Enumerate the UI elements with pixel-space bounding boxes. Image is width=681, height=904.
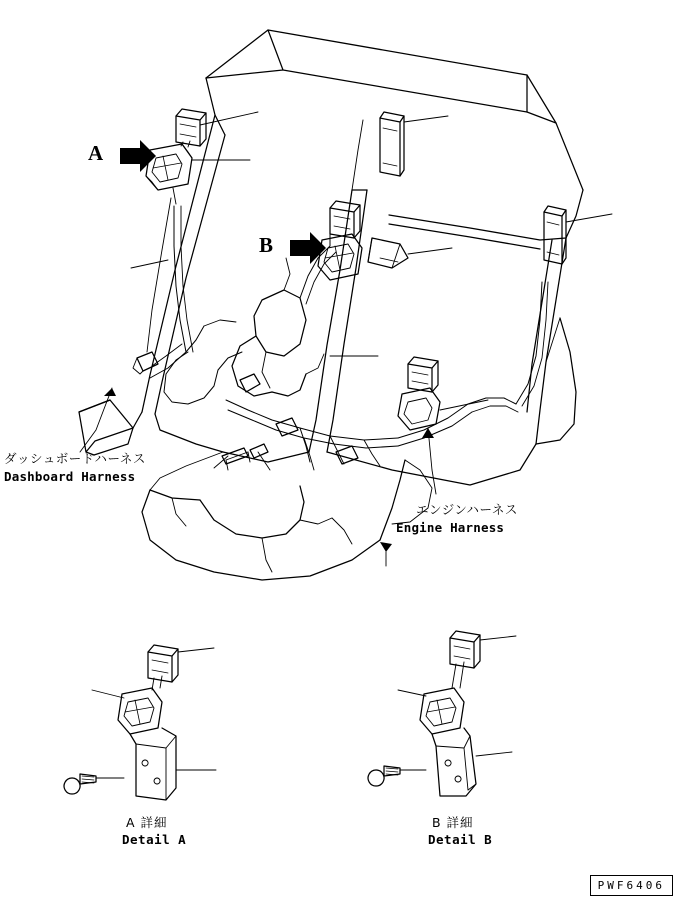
callout-label-b: B <box>259 233 274 257</box>
engine-harness-label-en: Engine Harness <box>396 520 505 535</box>
dashboard-harness-label-jp: ダッシュボードハーネス <box>4 451 146 466</box>
part-code-box: PWF6406 <box>590 875 673 896</box>
engine-harness-label-jp: エンジンハーネス <box>416 502 518 517</box>
detail-b-label-jp: B 詳細 <box>432 815 474 830</box>
detail-b-label-en: Detail B <box>428 832 493 847</box>
detail-a-label-jp: A 詳細 <box>126 815 168 830</box>
dashboard-harness-label-en: Dashboard Harness <box>4 469 136 484</box>
detail-a-label-en: Detail A <box>122 832 187 847</box>
callout-label-a: A <box>88 141 104 165</box>
